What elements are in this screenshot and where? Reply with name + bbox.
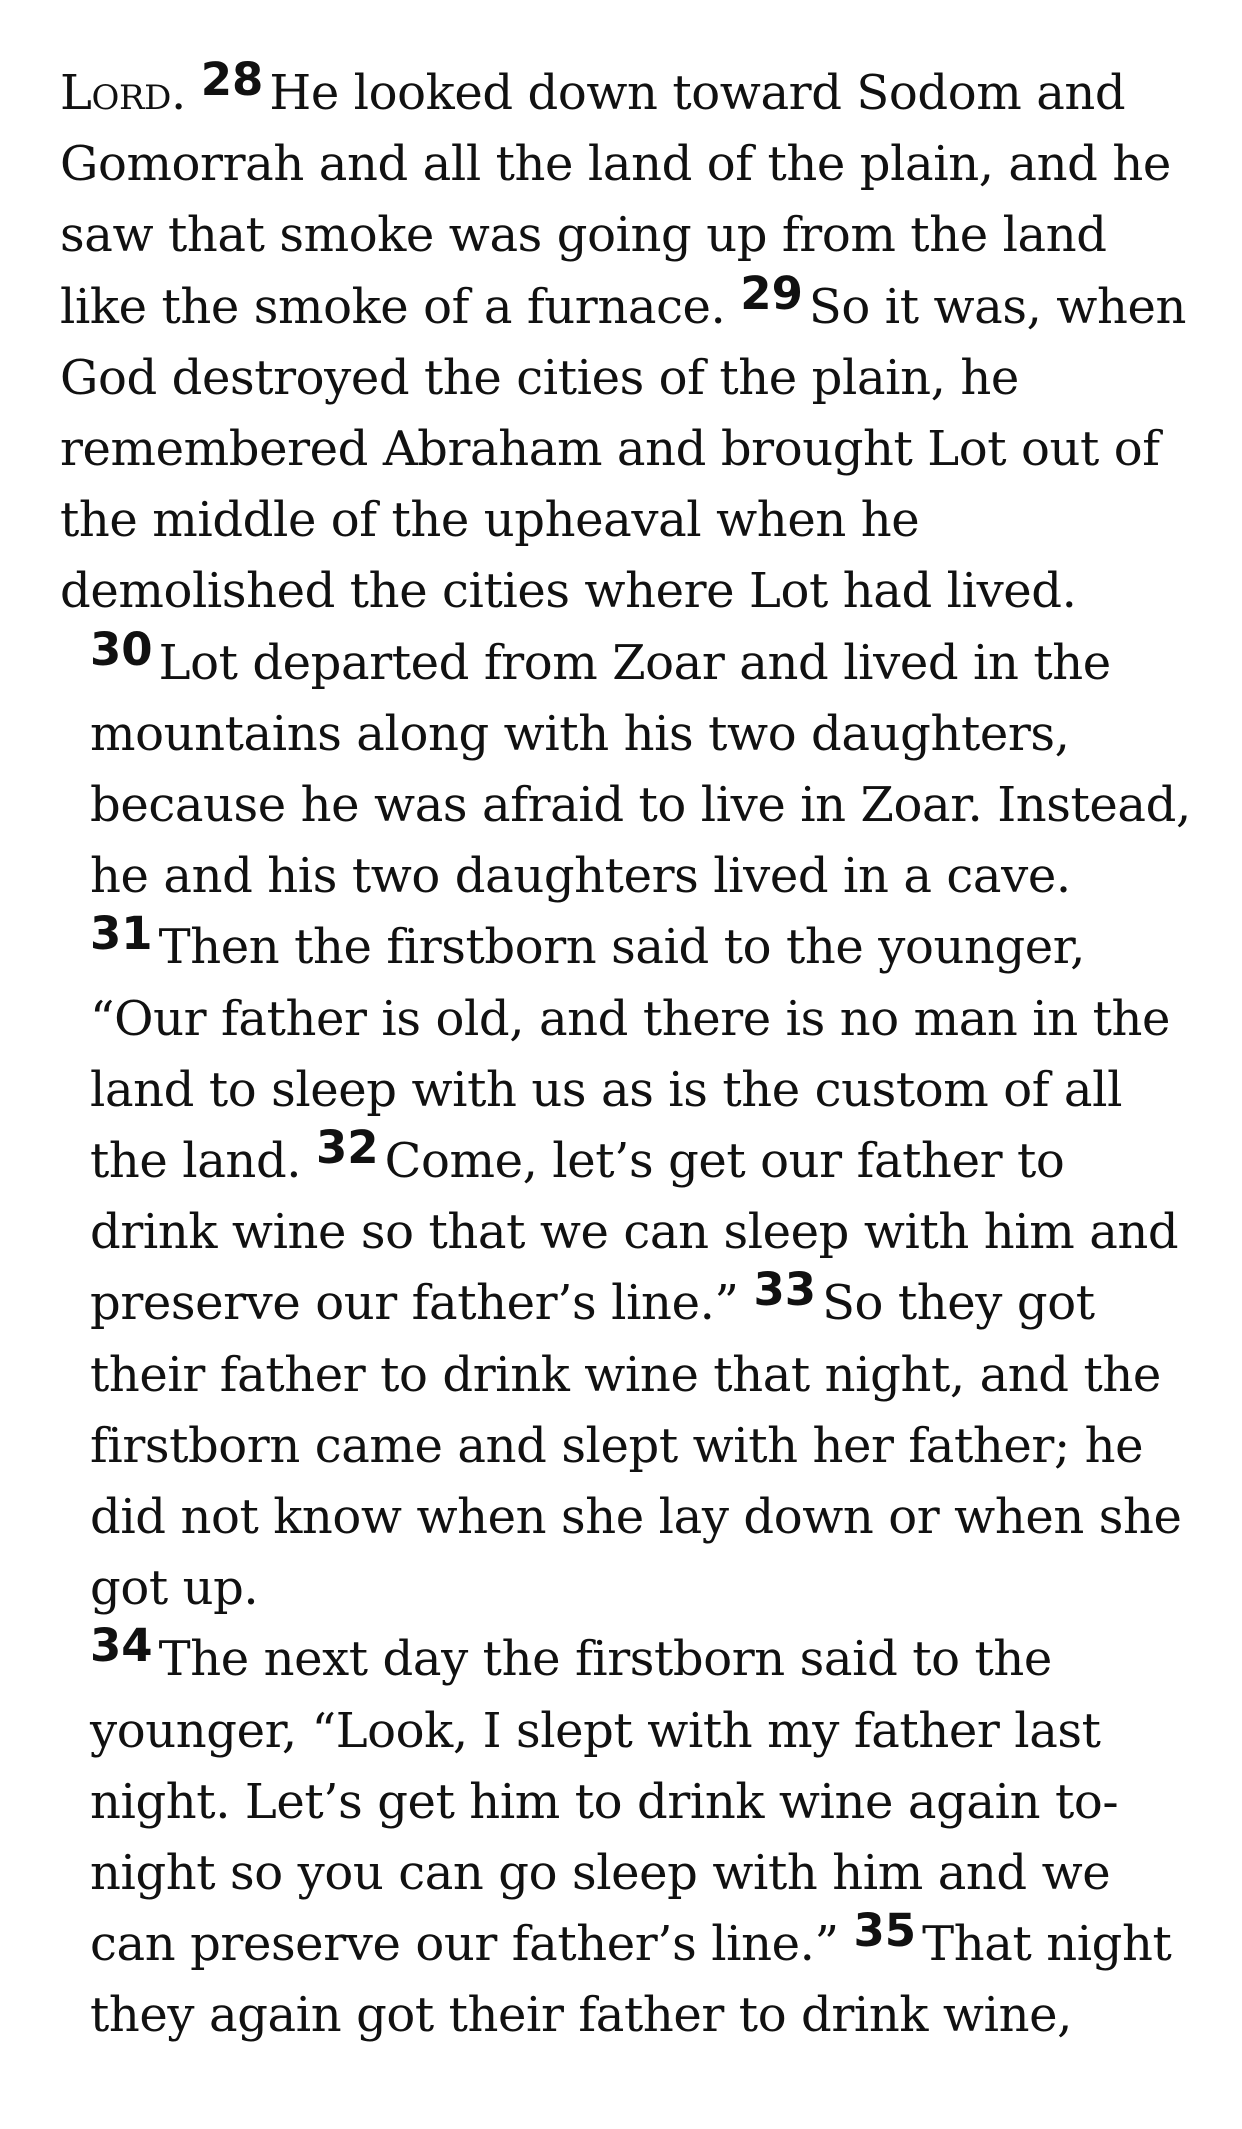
verse-number-28: 28: [200, 53, 264, 106]
text-segment: The next day the firstborn said to the younger, “Look, I slept with my father last night. Let’s get him to drink wine again tonight so you can go sleep with him and we can preserve our father’s line.”: [90, 1631, 1119, 1973]
verse-number-31: 31: [90, 907, 153, 961]
paragraph-2: [60, 622, 1200, 1625]
text-segment: That night they again got their father to drink wine,: [90, 1916, 1172, 2044]
verse-number-30: 30: [90, 622, 153, 676]
text-segment: .: [171, 65, 201, 121]
paragraph-1: [60, 53, 1200, 628]
text-segment: Come, let’s get our father to drink wine so that we can sleep with him and preserve our father’s line.”: [90, 1133, 1179, 1332]
verse-number-33: 33: [753, 1263, 817, 1317]
verse-number-34: 34: [90, 1619, 153, 1673]
text-segment: So it was, when God destroyed the cities of the plain, he remembered Abraham and brought Lot out of the middle of the upheaval when he demolished the cities where Lot had lived.: [60, 278, 1187, 620]
paragraph-3: [60, 1619, 1200, 2051]
text-segment: Lot departed from Zoar and lived in the mountains along with his two daughters, because he was afraid to live in Zoar. Instead, he and his two daughters lived in a cave.: [90, 634, 1191, 905]
text-segment: So they got their father to drink wine that night, and the firstborn came and slept with her father; he did not know when she lay down or when she got up.: [90, 1275, 1182, 1617]
text-segment: He looked down toward Sodom and Gomorrah and all the land of the plain, and he saw that smoke was going up from the land like the smoke of a furnace.: [60, 65, 1171, 335]
verse-number-29: 29: [740, 266, 803, 320]
verse-number-32: 32: [316, 1121, 379, 1175]
smallcaps-lord: Lord: [60, 65, 172, 121]
verse-number-35: 35: [853, 1904, 917, 1958]
reading-page: [60, 53, 1200, 2052]
text-segment: Then the firstborn said to the younger, “Our father is old, and there is no man in the land to sleep with us as is the custom of all the land.: [90, 919, 1171, 1190]
